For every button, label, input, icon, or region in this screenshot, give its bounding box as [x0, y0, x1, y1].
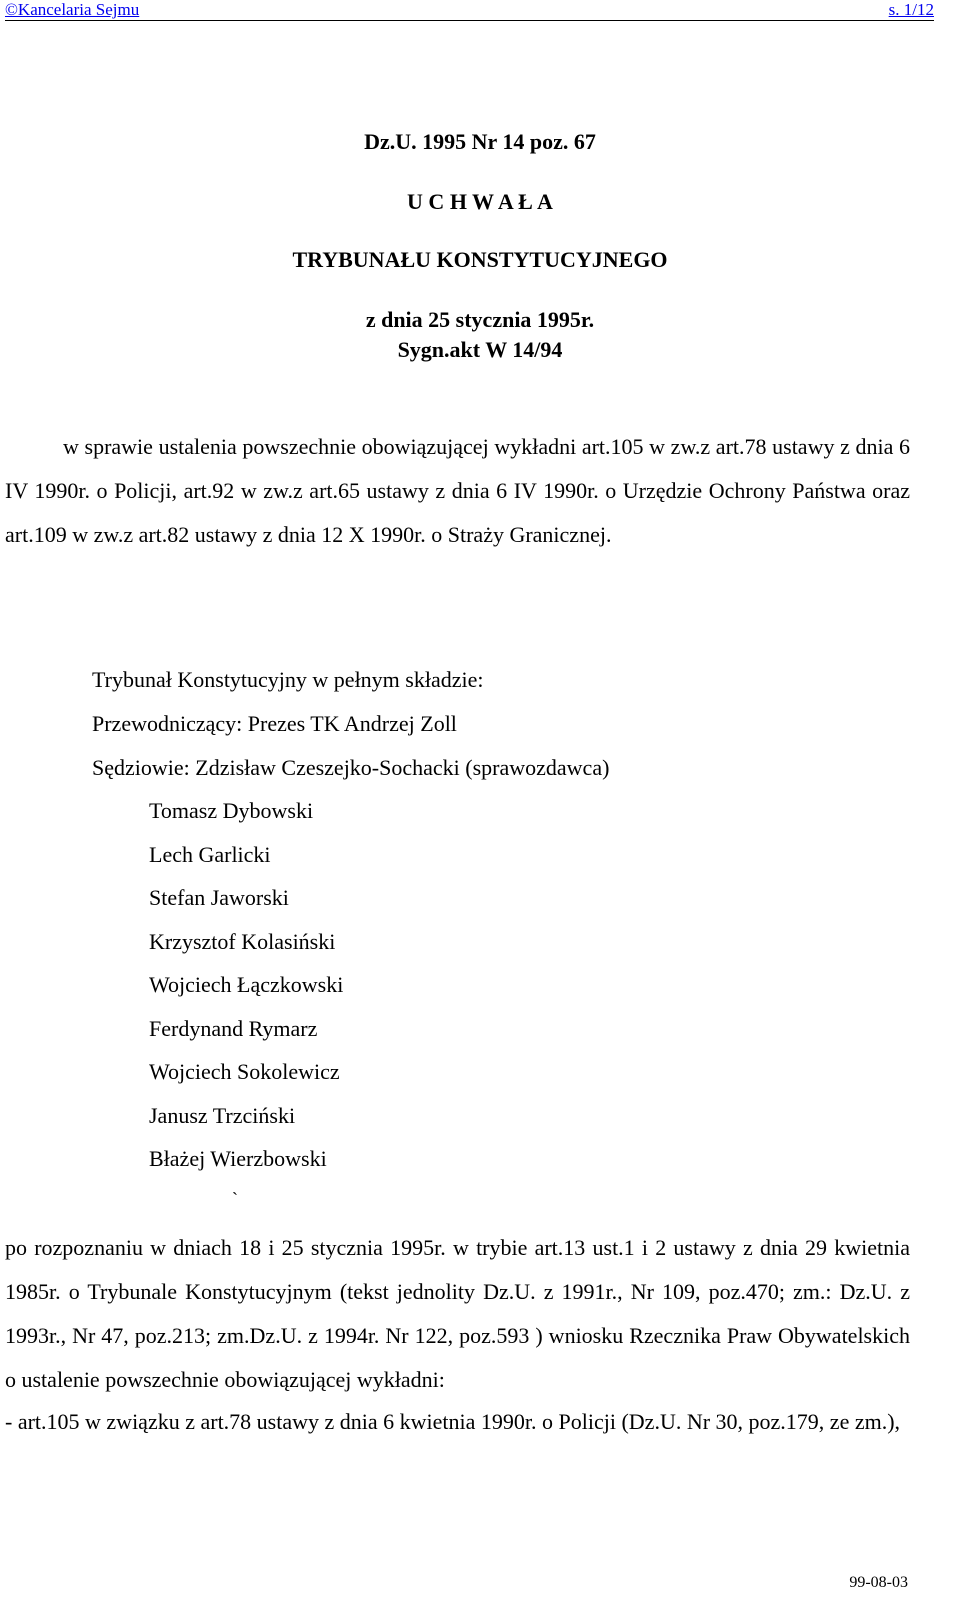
source-link[interactable]: ©Kancelaria Sejmu	[5, 0, 140, 19]
subject-paragraph: w sprawie ustalenia powszechnie obowiązującej wykładni art.105 w zw.z art.78 ustawy z dnia 6 IV 1990r. o Policji, art.92 w zw.z art.65 ustawy z dnia 6 IV 1990r. o Urzędzie Ochrony Państwa oraz art.109 w zw.z art.82 ustawy z dnia 12 X 1990r. o Straży Granicznej.	[5, 434, 910, 547]
judge-name: Wojciech Sokolewicz	[149, 1059, 340, 1084]
act-type-heading: U C H W A Ł A	[407, 189, 553, 214]
act-date: z dnia 25 stycznia 1995r.	[365, 307, 595, 332]
judge-name: Błażej Wierzbowski	[149, 1146, 327, 1171]
journal-reference: Dz.U. 1995 Nr 14 poz. 67	[364, 129, 596, 154]
body-paragraph: po rozpoznaniu w dniach 18 i 25 stycznia 1995r. w trybie art.13 ust.1 i 2 ustawy z dnia 29 kwietnia 1985r. o Trybunale Konstytucyjnym (tekst jednolity Dz.U. z 1991r., Nr 109, poz.470; zm.: Dz.U. z 1993r., Nr 47, poz.213; zm.Dz.U. z 1994r. Nr 122, poz.593 ) wniosku Rzecznika Praw Obywatelskich o ustalenie powszechnie obowiązującej wykładni:	[5, 1235, 910, 1392]
stray-mark: `	[232, 1189, 238, 1209]
issuer-heading: TRYBUNAŁU KONSTYTUCYJNEGO	[292, 247, 668, 272]
judge-name: Janusz Trzciński	[149, 1103, 296, 1128]
page-number-link[interactable]: s. 1/12	[888, 0, 934, 19]
judge-name: Krzysztof Kolasiński	[149, 929, 336, 954]
footer-date: 99-08-03	[849, 1574, 908, 1591]
page-header	[5, 0, 934, 21]
judge-name: Lech Garlicki	[149, 842, 271, 867]
case-signature: Sygn.akt W 14/94	[397, 337, 563, 362]
composition-intro: Trybunał Konstytucyjny w pełnym składzie:	[92, 667, 484, 692]
judge-name: Ferdynand Rymarz	[149, 1016, 318, 1041]
legal-item: - art.105 w związku z art.78 ustawy z dnia 6 kwietnia 1990r. o Policji (Dz.U. Nr 30, poz.179, ze zm.),	[5, 1409, 901, 1434]
judge-name: Tomasz Dybowski	[149, 798, 314, 823]
chairman-line: Przewodniczący: Prezes TK Andrzej Zoll	[92, 711, 457, 736]
judges-label: Sędziowie: Zdzisław Czeszejko-Sochacki (sprawozdawca)	[92, 755, 610, 780]
judge-name: Stefan Jaworski	[149, 885, 289, 910]
judge-name: Wojciech Łączkowski	[149, 972, 344, 997]
